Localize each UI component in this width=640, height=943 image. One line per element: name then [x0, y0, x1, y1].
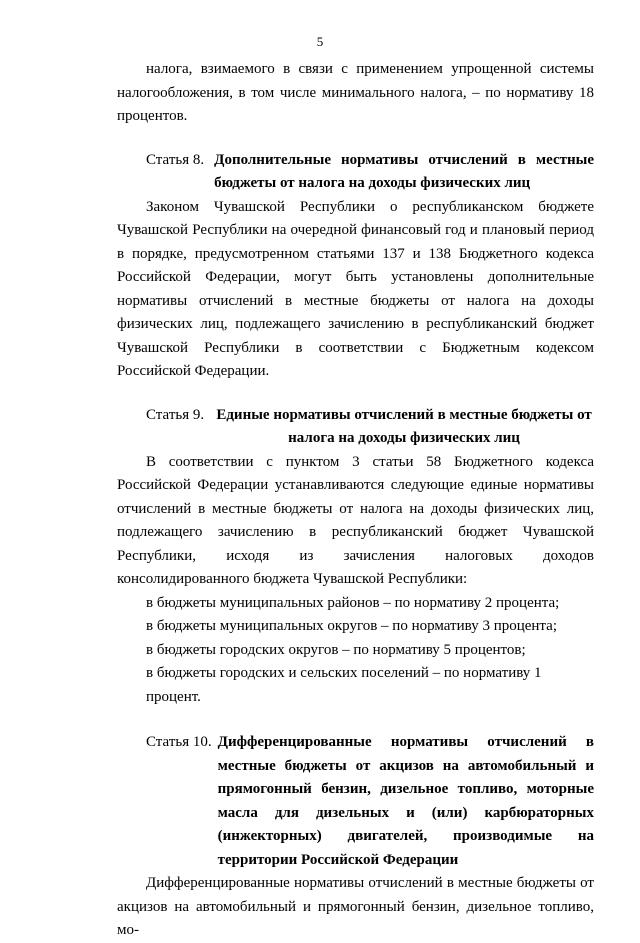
article-8-heading [117, 149, 594, 196]
article-9-heading [117, 404, 594, 451]
list-item: в бюджеты муниципальных районов – по нормативу 2 процента; [146, 594, 560, 611]
list-item: в бюджеты городских и сельских поселений – по нормативу 1 процент. [146, 665, 542, 705]
article-9-title: Единые нормативы отчислений в местные бюджеты от налога на доходы физических лиц [216, 406, 592, 446]
article-8-title: Дополнительные нормативы отчислений в местные бюджеты от налога на доходы физических лиц [214, 151, 594, 191]
list-item: в бюджеты муниципальных округов – по нормативу 3 процента; [146, 618, 557, 634]
article-10-title: Дифференцированные нормативы отчислений в местные бюджеты от акцизов на автомобильный и прямогонный бензин, дизельное топливо, моторные масла для дизельных и (или) карбюраторных (инжекторных) двигателей, производимые на территории Российской Федерации [217, 734, 594, 868]
document-body [117, 58, 594, 943]
list-item: в бюджеты городских округов – по нормативу 5 процентов; [146, 641, 526, 658]
article-9-text: В соответствии с пунктом 3 статьи 58 Бюджетного кодекса Российской Федерации устанавливаются следующие единые нормативы отчислений в местные бюджеты от налога на доходы физических лиц, подлежащего зачислению в республиканский бюджет Чувашской Республики, исходя из зачисления налоговых доходов консолидированного бюджета Чувашской Республики: [117, 453, 594, 587]
paragraph-intro: налога, взимаемого в связи с применением упрощенной системы налогообложения, в том числе минимального налога, – по нормативу 18 процентов. [117, 61, 594, 124]
article-9-number: Статья 9. [146, 406, 205, 423]
page-number: 5 [316, 34, 324, 49]
article-8-number: Статья 8. [146, 151, 205, 168]
article-10-heading [117, 731, 594, 872]
article-8-text: Законом Чувашской Республики о республиканском бюджете Чувашской Республики на очередной финансовый год и плановый период в порядке, предусмотренном статьями 137 и 138 Бюджетного кодекса Российской Федерации, могут быть установлены дополнительные нормативы отчислений в местные бюджеты от налога на доходы физических лиц, подлежащего зачислению в республиканский бюджет Чувашской Республики в соответствии с Бюджетным кодексом Российской Федерации. [117, 198, 594, 379]
article-10-text: Дифференцированные нормативы отчислений в местные бюджеты от акцизов на автомобильный и прямогонный бензин, дизельное топливо, мо- [117, 875, 594, 938]
article-10-number: Статья 10. [146, 734, 212, 750]
